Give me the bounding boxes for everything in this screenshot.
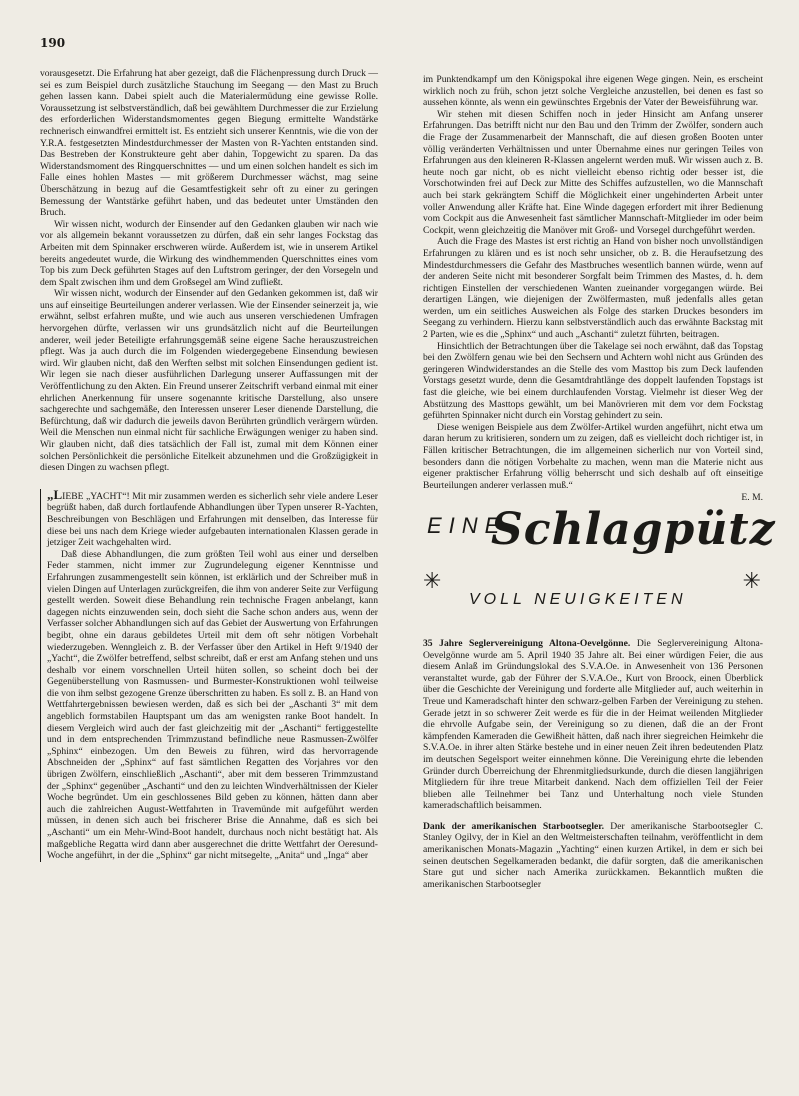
news-title: 35 Jahre Seglervereinigung Altona-Oevelgönne. (423, 637, 631, 649)
article-paragraph: Wir wissen nicht, wodurch der Einsender auf den Gedanken gekommen ist, daß wir uns auf einseitige Beurteilungen anderer verlassen. Wie der Einsender seinerzeit ja, wie erwähnt, selbst erfahren mußte, und wie auch aus unseren verschiedenen Umfragen hervorgehen dürfte, verlassen wir uns grundsätzlich nicht auf die Beurteilungen anderer, weil jeder Beteiligte erfahrungsgemäß seine eigene Sache herauszustreichen pflegt. Was ja auch durch die im Folgenden wiedergegebene Einsendung bewiesen wird. Wir glauben nicht, daß den Werften selbst mit solchen Einsendungen gedient ist. Wir legen sie nach dieser ausführlichen Darlegung unserer Auffassungen mit der Veröffentlichung zu den Akten. Ein Freund unserer Zeitschrift verband einmal mit einer ehrlichen Anerkennung für unsere sogenannte kritische Darstellung, also unsere sachgerechte und sachgemäße, den Interessen unserer Leser dienende Darstellung, die Befürchtung, daß wir dadurch die jeweils davon Berührten gründlich verärgern würden. Weil die Menschen nun einmal nicht für sachliche Erwägungen weniger zu haben sind. Wir glauben nicht, daß dies tatsächlich der Fall ist, zumal mit dem Können einer solchen Persönlichkeit die persönliche Eitelkeit abzunehmen und die Großzügigkeit in diesen Dingen zu wachsen pflegt. (40, 288, 378, 474)
news-item (423, 638, 763, 812)
news-item (423, 821, 763, 891)
reader-letter (40, 486, 378, 862)
letter-paragraph: Daß diese Abhandlungen, die zum größten Teil wohl aus einer und derselben Feder stammen, nicht immer zur Zugrundelegung eigener Kenntnisse und Erfahrungen zusammengestellt sein können, ist erklärlich und der Schreiber muß in vielen Dingen auf Unterlagen zurückgreifen, die ihm von anderer Seite zur Verfügung gestellt werden. Soweit diese Behandlung rein technische Fragen anbelangt, kann dagegen nichts einzuwenden sein, doch sieht die Sache schon anders aus, wenn der Verfasser solcher Abhandlungen sich auf das Gebiet der Auswertung von Erfahrungen begibt, ohne ein daraus gebildetes Urteil mit dem oft sehr nötigen Vorbehalt wiederzugeben. Wenngleich z. B. der Verfasser über den Artikel in Heft 9/1940 der „Yacht“, die Zwölfer betreffend, selbst schreibt, daß er erst am Anfang stehen und uns deshalb vor einem vorschnellen Urteil hüten sollen, so scheint doch bei der Gegenüberstellung von Rasmussen- und Burmester-Konstruktionen wohl teilweise die von ihm selbst gezogene Grenze überschritten zu haben. Es soll z. B. an Hand von Wettfahrtergebnissen bewiesen werden, daß es sich bei der „Aschanti 3“ mit dem angeblich formstabilen Hauptspant um das am wenigsten ranke Boot handelt. In diesem Vergleich wird auch der fast gleichzeitig mit der „Aschanti“ fertiggestellte und in dem entsprechenden Trimmzustand befindliche neue Rasmussen-Zwölfer „Sphinx“ einbezogen. Um den Beweis zu führen, wird das hervorragende Abschneiden der „Sphinx“ auf fast sämtlichen Regatten des Vorjahres vor den übrigen Zwölfern, einschließlich „Aschanti“, aber mit dem besseren Trimmzustand der „Sphinx“ gegenüber „Aschanti“ und den zu leichten Windverhältnissen der Kieler Woche begründet. Um ein geschlossenes Bild geben zu können, hätten dann aber auch die zahlreichen August-Wettfahrten in Travemünde mit aufgeführt werden müssen, in denen sich auch bei frischerer Brise die Annahme, daß es sich bei „Aschanti“ um ein Mehr-Wind-Boot handelt, durchaus noch nicht bestätigt hat. Als maßgebliche Regatta wird dann aber ausgerechnet die dritte Wettfahrt der Oeresund-Woche angeführt, in der die „Sphinx“ gar nicht mitsegelte, „Anita“ und „Inga“ aber (47, 548, 378, 862)
star-ornament-icon: ✳ (423, 568, 442, 594)
author-signature: E. M. (741, 492, 763, 504)
news-title: Dank der amerikanischen Starbootsegler. (423, 820, 605, 832)
news-section (423, 638, 763, 890)
news-text: Die Seglervereinigung Altona-Oevelgönne wurde am 5. April 1940 35 Jahre alt. Bei einer würdigen Feier, die aus diesem Anlaß im Gründungslokal des S.V.A.Oe. in Anwesenheit von 136 Personen veranstaltet wurde, gab der Führer der S.V.A.Oe., Kurt von Broock, einen Überblick über die Geschichte der Vereinigung und forderte alle Mitglieder auf, auch weiterhin in Treue und Kameradschaft hinter den schwarz-gelben Farben der Vereinigung zu stehen. Gerade jetzt in so schwerer Zeit werde es für die in der Heimat weilenden Mitglieder die ehrvolle Aufgabe sein, der Vereinigung so zu dienen, daß die an der Front kämpfenden Kameraden die Gewißheit hätten, daß nach ihrer siegreichen Heimkehr die S.V.A.Oe. in ihrer alten Stärke bestehe und in einer neuen Zeit ihren bedeutenden Platz im deutschen Segelsport weiter einnehmen könne. Die Vereinigung ehrte die lebenden Gründer durch Überreichung der Ehrenmitgliedsurkunde, durch die diesen langjährigen Mitgliedern für ihre treue Mitarbeit dankend. Nach dem offiziellen Teil der Feier blieben alle Teilnehmer bei Tanz und Unterhaltung noch viele Stunden kameradschaftlich beisammen. (423, 637, 763, 812)
article-paragraph: Diese wenigen Beispiele aus dem Zwölfer-Artikel wurden angeführt, nicht etwa um daran herum zu kritisieren, sondern um zu zeigen, daß es vielleicht doch richtiger ist, in Fällen kritischer Betrachtungen, die im allgemeinen sicherlich nur von Vorteil sind, besonders dann die nötigen Vorbehalte zu machen, wenn man die Materie nicht aus eigener praktischer Erfahrung völlig beherrscht und sich deshalb auf oft einseitige Beurteilungen anderer verlassen muß.“ (423, 421, 763, 491)
article-paragraph: Hinsichtlich der Betrachtungen über die Takelage sei noch erwähnt, daß das Topstag bei den Zwölfern genau wie bei den Sechsern und Achtern wohl nicht aus Gründen des geringeren Windwiderstandes an die Stelle des vom Masttop bis zum Deck laufenden Vorstags gesetzt wurde, denn die Gesamtdrahtlänge des doppelt laufenden Topstags ist fast die gleiche, wie bei einem durchlaufenden Vorstag. Vielmehr ist dieser Weg der Abstützung des Masttops gewählt, um bei Manövrieren mit dem vor dem Fockstag geführten Spinnaker nicht durch ein Vorstag gehindert zu sein. (423, 340, 763, 422)
section-banner (423, 503, 776, 626)
article-paragraph: Wir stehen mit diesen Schiffen noch in jeder Hinsicht am Anfang unserer Erfahrungen. Das betrifft nicht nur den Bau und den Trimm der Zwölfer, sondern auch die Frage der Zusammenarbeit der Mannschaft, die auf diesen großen Booten unter völlig veränderten Verhältnissen und unter Übernahme eines nur geringen Teiles von Erfahrungen aus den kleineren R-Klassen angelernt werden muß. Wir wissen auch z. B. heute noch gar nicht, ob es nicht vielleicht ebenso richtig oder besser ist, die Vorschotwinden frei auf Deck zur Mitte des Schiffes aufzustellen, wo die Mannschaft auch bei stark gekrängtem Schiff die Möglichkeit einer ungehinderten Arbeit unter voller Anwendung aller Kräfte hat. Eine Winde dagegen erfordert mit ihrer Bedienung vom Cockpit aus die Anwesenheit fast sämtlicher Mannschaft-Mitglieder im oder beim Cockpit, wenn gleichzeitig die Manöver mit Groß- und Vorsegel durchgeführt werden. (423, 108, 763, 236)
star-ornament-icon: ✳ (742, 568, 761, 594)
page-number: 190 (40, 36, 66, 50)
letter-dropcap: „L (47, 486, 63, 502)
article-paragraph: im Punktendkampf um den Königspokal ihre eigenen Wege gingen. Nein, es erscheint wirklich noch zu früh, schon jetzt solche Vergleiche anzustellen, bei denen es fast so aussehen könnte, als wenn ein gewünschtes Ergebnis der Vater der Beweisführung war. (423, 74, 763, 109)
left-column (40, 68, 378, 862)
banner-subtitle: VOLL NEUIGKEITEN (469, 590, 687, 608)
news-text: Der amerikanische Starbootsegler C. Stanley Ogilvy, der in Kiel an den Weltmeisterschaften teilnahm, veröffentlicht in dem amerikanischen Monats-Magazin „Yachting“ einen kurzen Artikel, in dem er sich bei seinen deutschen Segelkameraden bedankt, die dafür sorgten, daß die amerikanischen Stare gut und sicher nach Amerika zurückkamen. Bekanntlich mußten die amerikanischen Starbootsegler (423, 820, 763, 890)
banner-eine: EINE (427, 512, 507, 538)
article-paragraph: Auch die Frage des Mastes ist erst richtig an Hand von bisher noch unvollständigen Erfahrungen zu klären und es ist noch sehr unsicher, ob z. B. die Heraufsetzung des Mindestdurchmessers die Gefahr des Mastbruches wesentlich bannen würde, wenn auf der anderen Seite nicht mit besonderer Sorgfalt beim Trimmen des Mastes, d. h. dem richtigen Einstellen der verschiedenen Wanten zueinander vorgegangen würde. Bei derartigen Längen, wie diejenigen der Zwölfermasten, muß jedenfalls alles getan werden, um ein seitliches Ausweichen als Folge des starken Druckes besonders im Seegang zu verhindern. Hierzu kann selbstverständlich auch das erwähnte Backstag mit 2 Parten, wie es die „Sphinx“ und auch „Aschanti“ zuletzt führten, beitragen. (423, 236, 763, 341)
right-column (423, 74, 776, 890)
banner-title: Schlagpütz (491, 503, 776, 555)
letter-opening (47, 486, 378, 549)
letter-first-paragraph: IEBE „YACHT“! Mit mir zusammen werden es sicherlich sehr viele andere Leser begrüßt haben, daß durch fortlaufende Abhandlungen über Typen unserer R-Yachten, Beschreibungen von Beschlägen und Erfahrungen mit denselben, das Interesse für diese bei uns nach dem Kriege wieder aufgebauten internationalen Klassen gerade in jetziger Zeit wachgehalten wird. (47, 490, 378, 549)
article-paragraph: vorausgesetzt. Die Erfahrung hat aber gezeigt, daß die Flächenpressung durch Druck — sei es zum Beispiel durch zusätzliche Stauchung im Seegang — den Mast zu Bruch gehen lassen kann. Dabei spielt auch die Materialermüdung eine gewisse Rolle. Voraussetzung ist selbstverständlich, daß bei gewähltem Durchmesser die zur Erzielung des erforderlichen Widerstandsmomentes gegen Biegung ermittelte Wandstärke rechnerisch einwandfrei ermittelt ist. Es entzieht sich unserer Kenntnis, wie die von der Y.R.A. festgesetzten Mindestdurchmesser der Masten von R-Yachten entstanden sind. Das Bestreben der Konstrukteure geht aber dahin, Topgewicht zu sparen. Da das Widerstandsmoment des Ringquerschnittes — und um einen solchen handelt es sich im Falle eines hohlen Mastes — mit größerem Durchmesser wächst, mag seine Überschätzung in bezug auf die Gesamtfestigkeit sehr oft zu einer zu geringen Bemessung der Wantstärke geführt haben, und das bedeutet unter Umständen den Bruch. (40, 68, 378, 219)
article-paragraph: Wir wissen nicht, wodurch der Einsender auf den Gedanken glauben wir nach wie vor als allgemein bekannt voraussetzen zu dürfen, daß ein sehr langes Fockstag das Arbeiten mit dem Spinnaker erschweren würde. Außerdem ist, wie in unserem Artikel bereits angedeutet wurde, die Wirkung des windhemmenden Querschnittes eines vom Top bis zum Deck geführten Stages auf den Luftstrom geringer, der den Vorsegeln und dem Spalt zwischen ihm und dem Großsegel am Wind zufließt. (40, 218, 378, 288)
